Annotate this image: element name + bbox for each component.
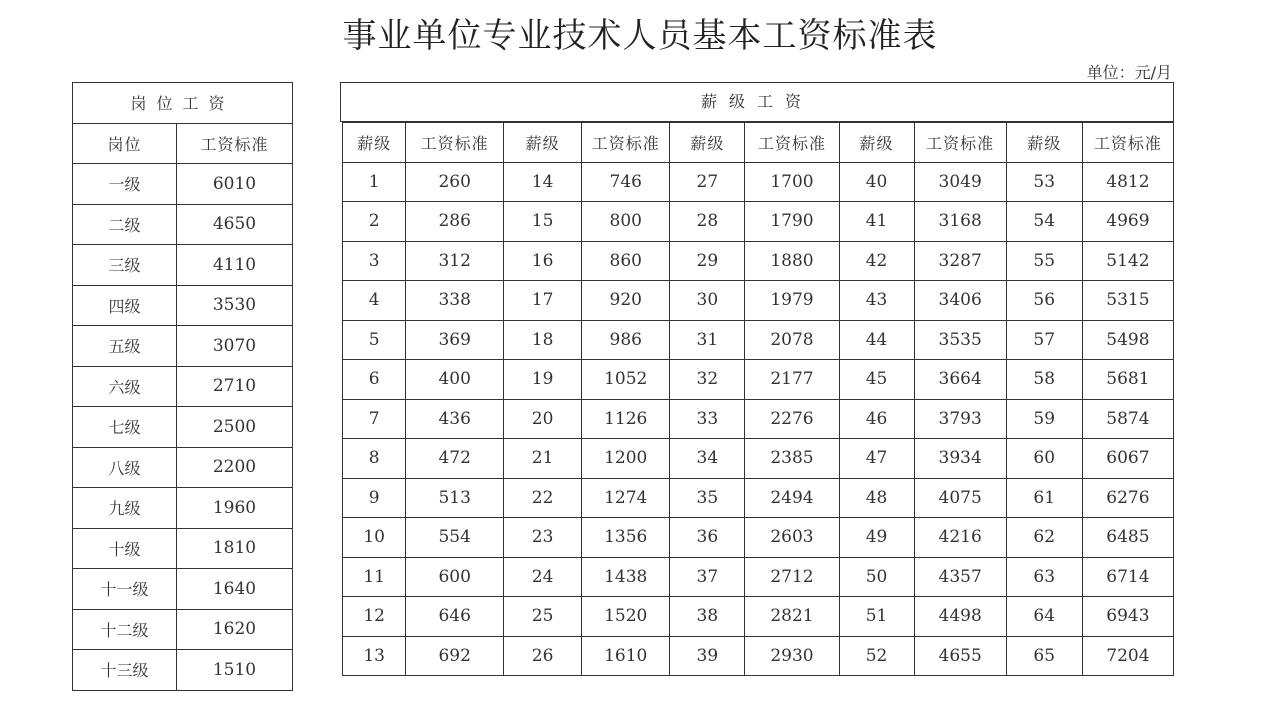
grade-level-cell: 55 bbox=[1006, 241, 1082, 281]
table-row bbox=[73, 245, 293, 286]
post-grade-cell: 五级 bbox=[73, 326, 177, 367]
grade-level-cell: 35 bbox=[670, 478, 745, 518]
table-row bbox=[343, 439, 1174, 479]
table-row bbox=[73, 366, 293, 407]
grade-salary-cell: 1700 bbox=[745, 162, 839, 202]
grade-salary-cell: 5874 bbox=[1082, 399, 1173, 439]
grade-level-cell: 38 bbox=[670, 597, 745, 637]
grade-salary-cell: 1438 bbox=[582, 557, 670, 597]
grade-salary-cell: 472 bbox=[406, 439, 504, 479]
grade-salary-cell: 513 bbox=[406, 478, 504, 518]
post-salary-cell: 2500 bbox=[176, 407, 292, 448]
grade-salary-cell: 986 bbox=[582, 320, 670, 360]
post-salary-table bbox=[72, 82, 293, 691]
grade-header-level: 薪级 bbox=[1006, 123, 1082, 163]
grade-level-cell: 13 bbox=[343, 636, 406, 676]
grade-level-cell: 42 bbox=[839, 241, 914, 281]
page-title: 事业单位专业技术人员基本工资标准表 bbox=[342, 16, 938, 56]
grade-salary-cell: 3287 bbox=[914, 241, 1006, 281]
grade-level-cell: 44 bbox=[839, 320, 914, 360]
grade-level-cell: 20 bbox=[504, 399, 582, 439]
grade-salary-cell: 3168 bbox=[914, 202, 1006, 242]
grade-header-level: 薪级 bbox=[343, 123, 406, 163]
grade-salary-cell: 6485 bbox=[1082, 518, 1173, 558]
grade-level-cell: 23 bbox=[504, 518, 582, 558]
table-row bbox=[343, 281, 1174, 321]
grade-level-cell: 51 bbox=[839, 597, 914, 637]
grade-level-cell: 56 bbox=[1006, 281, 1082, 321]
grade-salary-cell: 4498 bbox=[914, 597, 1006, 637]
post-grade-cell: 四级 bbox=[73, 285, 177, 326]
grade-level-cell: 25 bbox=[504, 597, 582, 637]
grade-level-cell: 53 bbox=[1006, 162, 1082, 202]
grade-salary-cell: 1610 bbox=[582, 636, 670, 676]
grade-salary-cell: 860 bbox=[582, 241, 670, 281]
post-salary-caption: 岗位工资 bbox=[73, 83, 293, 124]
table-row bbox=[73, 204, 293, 245]
grade-header-standard: 工资标准 bbox=[1082, 123, 1173, 163]
post-salary-cell: 6010 bbox=[176, 164, 292, 205]
post-salary-cell: 1960 bbox=[176, 488, 292, 529]
table-row bbox=[343, 320, 1174, 360]
post-salary-cell: 2200 bbox=[176, 447, 292, 488]
grade-level-cell: 27 bbox=[670, 162, 745, 202]
post-grade-cell: 六级 bbox=[73, 366, 177, 407]
post-salary-cell: 1510 bbox=[176, 650, 292, 691]
grade-level-cell: 5 bbox=[343, 320, 406, 360]
post-grade-cell: 十二级 bbox=[73, 609, 177, 650]
post-salary-cell: 1640 bbox=[176, 569, 292, 610]
grade-level-cell: 4 bbox=[343, 281, 406, 321]
post-grade-cell: 十三级 bbox=[73, 650, 177, 691]
table-row bbox=[343, 360, 1174, 400]
grade-salary-caption: 薪级工资 bbox=[340, 82, 1174, 122]
grade-level-cell: 36 bbox=[670, 518, 745, 558]
grade-level-cell: 57 bbox=[1006, 320, 1082, 360]
grade-salary-cell: 1520 bbox=[582, 597, 670, 637]
grade-salary-cell: 4969 bbox=[1082, 202, 1173, 242]
grade-salary-cell: 436 bbox=[406, 399, 504, 439]
grade-level-cell: 37 bbox=[670, 557, 745, 597]
grade-level-cell: 49 bbox=[839, 518, 914, 558]
grade-salary-cell: 800 bbox=[582, 202, 670, 242]
grade-salary-cell: 4812 bbox=[1082, 162, 1173, 202]
grade-salary-cell: 1880 bbox=[745, 241, 839, 281]
grade-level-cell: 9 bbox=[343, 478, 406, 518]
grade-level-cell: 30 bbox=[670, 281, 745, 321]
grade-level-cell: 63 bbox=[1006, 557, 1082, 597]
post-salary-cell: 1810 bbox=[176, 528, 292, 569]
grade-level-cell: 58 bbox=[1006, 360, 1082, 400]
grade-level-cell: 22 bbox=[504, 478, 582, 518]
table-row bbox=[343, 597, 1174, 637]
grade-level-cell: 24 bbox=[504, 557, 582, 597]
table-row bbox=[73, 164, 293, 205]
table-row bbox=[343, 636, 1174, 676]
grade-salary-cell: 1274 bbox=[582, 478, 670, 518]
table-row bbox=[343, 202, 1174, 242]
table-row bbox=[73, 488, 293, 529]
grade-level-cell: 8 bbox=[343, 439, 406, 479]
table-row bbox=[73, 447, 293, 488]
grade-level-cell: 6 bbox=[343, 360, 406, 400]
grade-salary-cell: 2930 bbox=[745, 636, 839, 676]
grade-level-cell: 16 bbox=[504, 241, 582, 281]
grade-salary-cell: 286 bbox=[406, 202, 504, 242]
post-salary-cell: 4650 bbox=[176, 204, 292, 245]
post-grade-cell: 十一级 bbox=[73, 569, 177, 610]
grade-level-cell: 47 bbox=[839, 439, 914, 479]
grade-level-cell: 62 bbox=[1006, 518, 1082, 558]
grade-level-cell: 3 bbox=[343, 241, 406, 281]
grade-header-standard: 工资标准 bbox=[745, 123, 839, 163]
table-row bbox=[343, 162, 1174, 202]
grade-level-cell: 65 bbox=[1006, 636, 1082, 676]
grade-salary-cell: 4357 bbox=[914, 557, 1006, 597]
grade-level-cell: 17 bbox=[504, 281, 582, 321]
grade-header-standard: 工资标准 bbox=[914, 123, 1006, 163]
grade-salary-cell: 3793 bbox=[914, 399, 1006, 439]
grade-salary-cell: 692 bbox=[406, 636, 504, 676]
grade-level-cell: 59 bbox=[1006, 399, 1082, 439]
grade-level-cell: 52 bbox=[839, 636, 914, 676]
grade-level-cell: 29 bbox=[670, 241, 745, 281]
grade-level-cell: 1 bbox=[343, 162, 406, 202]
grade-salary-cell: 2712 bbox=[745, 557, 839, 597]
grade-salary-cell: 3535 bbox=[914, 320, 1006, 360]
grade-salary-cell: 5681 bbox=[1082, 360, 1173, 400]
post-grade-cell: 十级 bbox=[73, 528, 177, 569]
grade-level-cell: 60 bbox=[1006, 439, 1082, 479]
grade-salary-cell: 369 bbox=[406, 320, 504, 360]
grade-level-cell: 21 bbox=[504, 439, 582, 479]
post-grade-cell: 二级 bbox=[73, 204, 177, 245]
table-row bbox=[73, 609, 293, 650]
table-row bbox=[73, 528, 293, 569]
grade-salary-cell: 2078 bbox=[745, 320, 839, 360]
post-salary-cell: 3530 bbox=[176, 285, 292, 326]
grade-salary-cell: 400 bbox=[406, 360, 504, 400]
grade-level-cell: 2 bbox=[343, 202, 406, 242]
grade-salary-cell: 1126 bbox=[582, 399, 670, 439]
grade-salary-cell: 5315 bbox=[1082, 281, 1173, 321]
post-grade-cell: 三级 bbox=[73, 245, 177, 286]
grade-salary-table bbox=[342, 122, 1174, 676]
grade-salary-cell: 2276 bbox=[745, 399, 839, 439]
grade-header-standard: 工资标准 bbox=[406, 123, 504, 163]
post-grade-cell: 九级 bbox=[73, 488, 177, 529]
grade-level-cell: 41 bbox=[839, 202, 914, 242]
grade-level-cell: 19 bbox=[504, 360, 582, 400]
unit-label: 单位：元/月 bbox=[1086, 63, 1172, 82]
grade-level-cell: 11 bbox=[343, 557, 406, 597]
grade-salary-cell: 4075 bbox=[914, 478, 1006, 518]
grade-header-standard: 工资标准 bbox=[582, 123, 670, 163]
grade-salary-cell: 920 bbox=[582, 281, 670, 321]
grade-salary-cell: 3934 bbox=[914, 439, 1006, 479]
grade-salary-cell: 3664 bbox=[914, 360, 1006, 400]
grade-level-cell: 45 bbox=[839, 360, 914, 400]
grade-salary-cell: 312 bbox=[406, 241, 504, 281]
post-salary-cell: 4110 bbox=[176, 245, 292, 286]
grade-salary-cell: 746 bbox=[582, 162, 670, 202]
grade-salary-cell: 1052 bbox=[582, 360, 670, 400]
table-row bbox=[343, 241, 1174, 281]
grade-salary-cell: 5142 bbox=[1082, 241, 1173, 281]
table-row bbox=[73, 650, 293, 691]
grade-salary-cell: 554 bbox=[406, 518, 504, 558]
grade-header-level: 薪级 bbox=[670, 123, 745, 163]
table-row bbox=[73, 407, 293, 448]
grade-level-cell: 39 bbox=[670, 636, 745, 676]
grade-level-cell: 15 bbox=[504, 202, 582, 242]
grade-header-level: 薪级 bbox=[839, 123, 914, 163]
post-header-grade: 岗位 bbox=[73, 123, 177, 164]
table-row bbox=[343, 557, 1174, 597]
post-header-standard: 工资标准 bbox=[176, 123, 292, 164]
grade-salary-cell: 6943 bbox=[1082, 597, 1173, 637]
post-salary-cell: 3070 bbox=[176, 326, 292, 367]
grade-salary-cell: 2177 bbox=[745, 360, 839, 400]
table-row bbox=[73, 569, 293, 610]
grade-salary-cell: 3406 bbox=[914, 281, 1006, 321]
grade-salary-cell: 2494 bbox=[745, 478, 839, 518]
grade-salary-cell: 2603 bbox=[745, 518, 839, 558]
grade-salary-cell: 1356 bbox=[582, 518, 670, 558]
grade-header-level: 薪级 bbox=[504, 123, 582, 163]
grade-level-cell: 26 bbox=[504, 636, 582, 676]
grade-level-cell: 50 bbox=[839, 557, 914, 597]
grade-salary-cell: 2385 bbox=[745, 439, 839, 479]
table-row bbox=[343, 399, 1174, 439]
grade-level-cell: 43 bbox=[839, 281, 914, 321]
grade-salary-cell: 646 bbox=[406, 597, 504, 637]
grade-level-cell: 33 bbox=[670, 399, 745, 439]
grade-level-cell: 10 bbox=[343, 518, 406, 558]
table-row bbox=[343, 518, 1174, 558]
grade-salary-cell: 6276 bbox=[1082, 478, 1173, 518]
post-grade-cell: 八级 bbox=[73, 447, 177, 488]
grade-level-cell: 48 bbox=[839, 478, 914, 518]
table-row bbox=[343, 478, 1174, 518]
grade-level-cell: 18 bbox=[504, 320, 582, 360]
grade-level-cell: 14 bbox=[504, 162, 582, 202]
grade-level-cell: 46 bbox=[839, 399, 914, 439]
grade-level-cell: 28 bbox=[670, 202, 745, 242]
grade-salary-cell: 3049 bbox=[914, 162, 1006, 202]
grade-salary-cell: 6067 bbox=[1082, 439, 1173, 479]
grade-level-cell: 32 bbox=[670, 360, 745, 400]
grade-salary-cell: 7204 bbox=[1082, 636, 1173, 676]
post-salary-cell: 1620 bbox=[176, 609, 292, 650]
grade-salary-cell: 1979 bbox=[745, 281, 839, 321]
grade-level-cell: 54 bbox=[1006, 202, 1082, 242]
grade-salary-cell: 5498 bbox=[1082, 320, 1173, 360]
grade-salary-cell: 2821 bbox=[745, 597, 839, 637]
post-salary-cell: 2710 bbox=[176, 366, 292, 407]
grade-level-cell: 64 bbox=[1006, 597, 1082, 637]
grade-salary-cell: 4655 bbox=[914, 636, 1006, 676]
grade-salary-cell: 1200 bbox=[582, 439, 670, 479]
grade-level-cell: 12 bbox=[343, 597, 406, 637]
grade-salary-cell: 6714 bbox=[1082, 557, 1173, 597]
grade-level-cell: 40 bbox=[839, 162, 914, 202]
grade-level-cell: 61 bbox=[1006, 478, 1082, 518]
grade-salary-cell: 338 bbox=[406, 281, 504, 321]
post-grade-cell: 一级 bbox=[73, 164, 177, 205]
post-grade-cell: 七级 bbox=[73, 407, 177, 448]
grade-salary-cell: 600 bbox=[406, 557, 504, 597]
grade-level-cell: 7 bbox=[343, 399, 406, 439]
table-row bbox=[73, 285, 293, 326]
table-row bbox=[73, 326, 293, 367]
grade-level-cell: 31 bbox=[670, 320, 745, 360]
grade-level-cell: 34 bbox=[670, 439, 745, 479]
grade-salary-cell: 260 bbox=[406, 162, 504, 202]
grade-salary-cell: 1790 bbox=[745, 202, 839, 242]
grade-salary-cell: 4216 bbox=[914, 518, 1006, 558]
